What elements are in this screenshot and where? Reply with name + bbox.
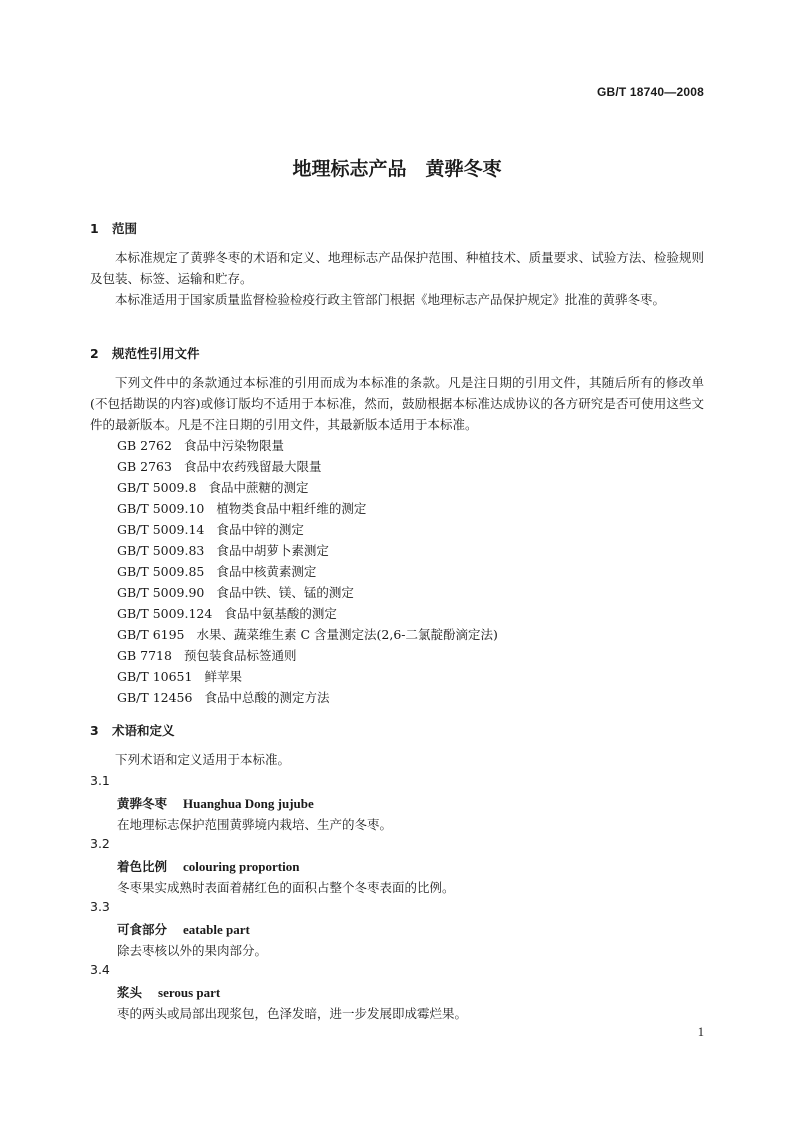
term-heading: [117, 794, 314, 812]
reference-item: [117, 519, 304, 540]
reference-code: GB/T 5009.10: [117, 501, 205, 516]
reference-title: 鲜苹果: [204, 669, 242, 684]
reference-item: [117, 561, 316, 582]
reference-item: [117, 687, 329, 708]
section-number: 3: [90, 723, 99, 738]
term-en: serous part: [158, 985, 221, 1000]
reference-title: 食品中农药残留最大限量: [183, 459, 322, 474]
section-title: 术语和定义: [112, 723, 175, 738]
reference-title: 食品中锌的测定: [216, 522, 304, 537]
reference-item: [117, 603, 337, 624]
term-zh: 黄骅冬枣: [117, 796, 168, 811]
reference-code: GB/T 12456: [117, 690, 193, 705]
term-number: 3.1: [90, 773, 110, 788]
reference-code: GB/T 5009.124: [117, 606, 213, 621]
term-zh: 可食部分: [117, 922, 168, 937]
reference-item: [117, 540, 329, 561]
section-number: 1: [90, 221, 99, 236]
reference-title: 食品中污染物限量: [183, 438, 284, 453]
reference-code: GB/T 6195: [117, 627, 185, 642]
section-3-heading: [90, 721, 175, 739]
reference-item: [117, 435, 284, 456]
reference-title: 预包装食品标签通则: [183, 648, 297, 663]
standard-number: GB/T 18740—2008: [596, 85, 704, 99]
reference-title: 食品中总酸的测定方法: [204, 690, 330, 705]
term-definition: 枣的两头或局部出现浆包，色泽发暗，进一步发展即成霉烂果。: [117, 1006, 468, 1021]
reference-code: GB/T 5009.14: [117, 522, 205, 537]
paragraph: 本标准适用于国家质量监督检验检疫行政主管部门根据《地理标志产品保护规定》批准的黄骅冬枣。: [115, 292, 666, 307]
paragraph: 下列文件中的条款通过本标准的引用而成为本标准的条款。凡是注日期的引用文件，其随后所有的修改单(不包括勘误的内容)或修订版均不适用于本标准，然而，鼓励根据本标准达成协议的各方研究是否可使用这些文件的最新版本。凡是不注日期的引用文件，其最新版本适用于本标准。: [90, 375, 704, 432]
section-2-heading: [90, 344, 200, 362]
reference-code: GB/T 5009.85: [117, 564, 205, 579]
reference-item: [117, 624, 498, 645]
reference-item: [117, 498, 366, 519]
reference-code: GB 2763: [117, 459, 172, 474]
term-zh: 着色比例: [117, 859, 168, 874]
section-title: 规范性引用文件: [112, 346, 200, 361]
reference-item: [117, 645, 296, 666]
term-definition: 在地理标志保护范围黄骅境内栽培、生产的冬枣。: [117, 817, 393, 832]
reference-item: [117, 456, 321, 477]
section-title: 范围: [112, 221, 138, 236]
term-en: colouring proportion: [183, 859, 300, 874]
term-heading: [117, 920, 250, 938]
reference-item: [117, 666, 242, 687]
reference-code: GB 7718: [117, 648, 172, 663]
term-number: 3.4: [90, 962, 110, 977]
reference-item: [117, 477, 308, 498]
reference-title: 食品中核黄素测定: [216, 564, 317, 579]
reference-item: [117, 582, 354, 603]
page-number: 1: [697, 1025, 704, 1039]
reference-title: 水果、蔬菜维生素 C 含量测定法(2,6-二氯靛酚滴定法): [196, 627, 498, 642]
term-definition: 除去枣核以外的果肉部分。: [117, 943, 268, 958]
section-number: 2: [90, 346, 99, 361]
document-title: 地理标志产品 黄骅冬枣: [292, 158, 502, 180]
reference-title: 食品中蔗糖的测定: [208, 480, 309, 495]
reference-code: GB/T 5009.83: [117, 543, 205, 558]
term-en: Huanghua Dong jujube: [183, 796, 314, 811]
reference-title: 食品中铁、镁、锰的测定: [216, 585, 354, 600]
reference-code: GB/T 10651: [117, 669, 193, 684]
paragraph: 下列术语和定义适用于本标准。: [115, 752, 291, 767]
term-en: eatable part: [183, 922, 250, 937]
reference-code: GB 2762: [117, 438, 172, 453]
reference-title: 食品中氨基酸的测定: [224, 606, 337, 621]
reference-title: 食品中胡萝卜素测定: [216, 543, 329, 558]
term-number: 3.3: [90, 899, 110, 914]
section-1-heading: [90, 219, 137, 237]
term-heading: [117, 857, 299, 875]
reference-title: 植物类食品中粗纤维的测定: [216, 501, 367, 516]
reference-code: GB/T 5009.90: [117, 585, 205, 600]
reference-code: GB/T 5009.8: [117, 480, 197, 495]
term-number: 3.2: [90, 836, 110, 851]
term-heading: [117, 983, 220, 1001]
term-zh: 浆头: [117, 985, 143, 1000]
term-definition: 冬枣果实成熟时表面着赭红色的面积占整个冬枣表面的比例。: [117, 880, 455, 895]
paragraph: 本标准规定了黄骅冬枣的术语和定义、地理标志产品保护范围、种植技术、质量要求、试验方法、检验规则及包装、标签、运输和贮存。: [90, 250, 704, 286]
